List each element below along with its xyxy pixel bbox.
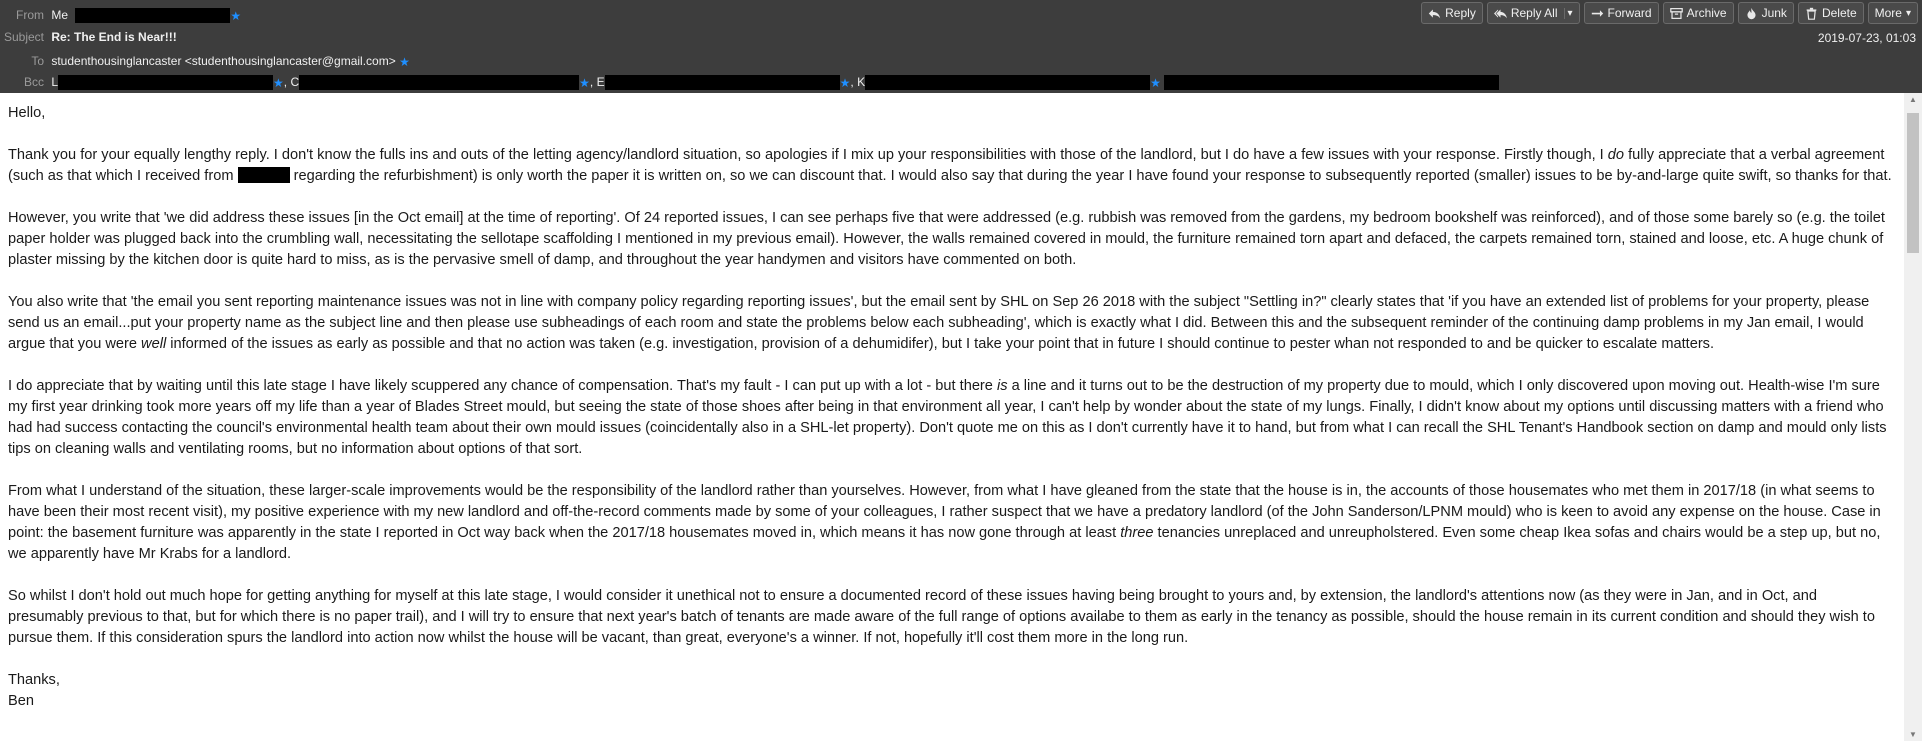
to-label: To [31,54,44,68]
flame-icon [1745,7,1758,20]
reply-all-button[interactable]: Reply All ▾ [1487,2,1580,24]
from-name[interactable]: Me [51,8,69,22]
delete-button[interactable]: Delete [1798,2,1864,24]
archive-icon [1670,7,1683,20]
from-row [0,8,241,23]
paragraph: So whilst I don't hold out much hope for getting anything for myself at this late stage, I would consider it unethical not to ensure a documented record of these issues having being brought to yours and, by extension, the landlord's attentions now (as they were in Jan, and in Oct, and presumably previous to that, but for which there is no paper trail), and I will try to ensure that next year's batch of tenants are made aware of the full range of options availabe to them as early in the tenancy as possible, should the house remain in its current condition and should they wish to pursue them. If this consideration spurs the landlord into action now whilst the house will be vacant, than great, everyone's a winner. If not, hopefully it'll cost them more in the long run. [8,588,1875,646]
bcc-label: Bcc [23,75,44,89]
bcc-row [0,75,1499,90]
subject-row [0,30,177,44]
chevron-down-icon[interactable]: ▾ [1564,8,1573,19]
message-header [0,0,1922,93]
reply-button[interactable]: Reply [1421,2,1483,24]
scroll-down-icon[interactable]: ▼ [1909,730,1917,739]
junk-button[interactable]: Junk [1738,2,1794,24]
message-date: 2019-07-23, 01:03 [1817,31,1916,45]
from-label: From [16,8,44,22]
redacted-recipients [1164,75,1499,90]
vertical-scrollbar[interactable] [1904,93,1922,741]
contact-star-icon: ★ [1150,75,1161,90]
scroll-up-icon[interactable]: ▲ [1909,95,1917,104]
paragraph: Thank you for your equally lengthy reply. I don't know the fulls ins and outs of the letting agency/landlord situation, so apologies if I mix up your responsibilities with those of the landlord, but I do have a few issues with your response. Firstly though, I do fully appreciate that a verbal agreement (such as that which I received from regarding the refurbishment) is only worth the paper it is written on, so we can discount that. I would also say that during the year I have found your response to subsequently reported (smaller) issues to be by-and-large quite swift, so thanks for that. [8,147,1892,184]
bcc-recipient[interactable]: K ★ [857,75,1161,90]
forward-icon [1591,7,1604,20]
redacted-name [238,167,290,183]
to-address[interactable]: studenthousinglancaster <studenthousinglancaster@gmail.com> [51,54,396,68]
message-toolbar [1421,2,1918,24]
reply-all-icon [1494,7,1507,20]
more-button[interactable]: More ▾ [1868,2,1918,24]
paragraph: You also write that 'the email you sent reporting maintenance issues was not in line with company policy regarding reporting issues', but the email sent by SHL on Sep 26 2018 with the subject "Settling in?" clearly states that 'if you have an extended list of problems for your property, please send us an email...put your property name as the subject line and then please use subheadings of each room and state the problems below each subheading', which is exactly what I did. Between this and the subsequent reminder of the continuing damp problems in my Jan email, I would argue that you were well informed of the issues as early as possible and that no action was taken (e.g. investigation, provision of a dehumidifer), but I take your point that in future I should continue to pester whan not responded to and be quicker to escalate matters. [8,294,1870,352]
greeting: Hello, [8,105,46,121]
bcc-recipient[interactable]: E ★, [596,75,854,90]
trash-icon [1805,7,1818,20]
paragraph: However, you write that 'we did address these issues [in the Oct email] at the time of reporting'. Of 24 reported issues, I can see perhaps five that were addressed (e.g. rubbish was removed from the gardens, my bedroom bookshelf was reinforced), and of those some barely so (e.g. the toilet paper holder was plugged back into the crumbling wall, necessitating the sellotape scaffolding I mentioned in my previous email). However, the walls remained covered in mould, the furniture remained torn apart and defaced, the carpets remained torn, stained and loose, etc. A huge chunk of plaster missing by the kitchen door is quite hard to miss, as is the pervasive smell of damp, and throughout the year handymen and visitors have commented on both. [8,210,1885,268]
reply-icon [1428,7,1441,20]
scrollbar-thumb[interactable] [1907,113,1919,253]
message-body [0,93,1904,741]
redacted-email [75,8,230,23]
contact-star-icon: ★ [273,75,284,90]
signoff: Thanks, [8,672,60,688]
to-row [0,54,410,69]
paragraph: From what I understand of the situation, these larger-scale improvements would be the responsibility of the landlord rather than yourselves. However, from what I have gleaned from the state that the house is in, the accounts of those housemates who met them in 2017/18 (in what seems to have been their most recent visit), my positive experience with my new landlord and off-the-record comments made by some of your colleagues, I rather suspect that we have a predatory landlord (of the John Sanderson/LPNM mould) who is keen to avoid any expense on the house. Case in point: the basement furniture was apparently in the state I reported in Oct way back when the 2017/18 housemates moved in, which means it has now gone through at least three tenancies unreplaced and unreupholstered. Even some cheap Ikea sofas and chairs would be a step up, but no, we apparently have Mr Krabs for a landlord. [8,483,1881,562]
chevron-down-icon: ▾ [1905,7,1911,19]
paragraph: I do appreciate that by waiting until this late stage I have likely scuppered any chance of compensation. That's my fault - I can put up with a lot - but there is a line and it turns out to be the destruction of my property due to mould, which I only discovered upon moving out. Health-wise I'm sure my first year drinking took more years off my life than a year of Blades Street mould, but seeing the state of those shoes after being in that environment all year, I can't help by wonder about the state of my lungs. Finally, I didn't know about my options until discussing matters with a friend who had had success contacting the council's environmental health team about their own mould issues (coincidentally also in a SHL-let property). Don't quote me on this as I don't currently have it to hand, but from what I can recall the SHL Tenant's Handbook section on damp and mould only lists tips on cleaning walls and ventilating rooms, but no information about options of that sort. [8,378,1887,457]
contact-star-icon: ★ [579,75,590,90]
archive-button[interactable]: Archive [1663,2,1734,24]
contact-star-icon[interactable]: ★ [230,8,242,23]
sender-name: Ben [8,693,34,709]
contact-star-icon: ★ [839,75,851,90]
subject-label: Subject [3,30,44,44]
contact-star-icon[interactable]: ★ [399,54,410,69]
subject-text: Re: The End is Near!!! [51,30,177,44]
bcc-recipient[interactable]: C ★, [290,75,594,90]
forward-button[interactable]: Forward [1584,2,1659,24]
bcc-recipient[interactable]: L ★, [51,75,288,90]
